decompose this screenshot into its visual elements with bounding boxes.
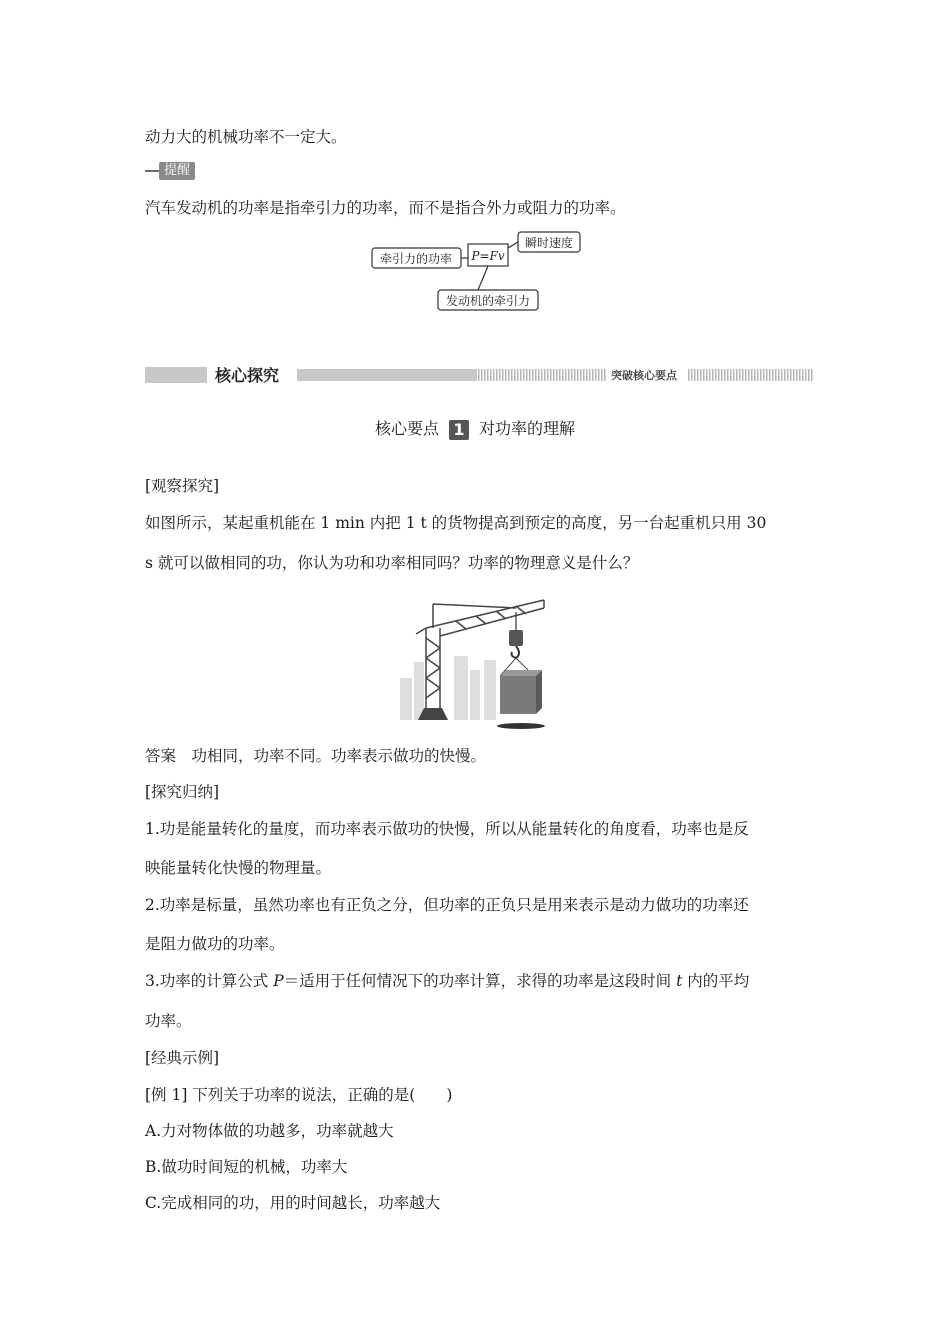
key-point-heading: 对功率的理解 [479,419,576,438]
summary-heading: [探究归纳] [145,783,220,801]
example-heading: [经典示例] [145,1049,220,1067]
section-title: 核心探究 [215,366,280,385]
observe-heading: [观察探究] [145,477,220,495]
summary-line-3: 2.功率是标量，虽然功率也有正负之分，但功率的正负只是用来表示是动力做功的功率还 [145,896,749,914]
option-a: A.力对物体做的功越多，功率就越大 [145,1122,394,1140]
answer-text: 答案 功相同，功率不同。功率表示做功的快慢。 [145,747,487,765]
reminder-label: 提醒 [159,162,195,180]
item3-start: 3.功率的计算公式 [145,972,274,990]
right-connector [508,242,518,248]
key-point-prefix: 核心要点 [374,419,439,438]
reminder-text: 汽车发动机的功率是指牵引力的功率，而不是指合外力或阻力的功率。 [145,199,626,217]
item3-end: 内的平均 [682,972,750,990]
option-c: C.完成相同的功，用的时间越长，功率越大 [145,1194,441,1212]
key-point-number: 1 [449,420,469,440]
section-subtitle: 突破核心要点 [611,369,677,382]
reminder-dash [145,170,159,172]
right-label: 瞬时速度 [524,236,574,250]
formula-text: P=Fv [471,249,505,263]
summary-line-1: 1.功是能量转化的量度，而功率表示做功的快慢，所以从能量转化的角度看，功率也是反 [145,820,749,838]
key-point-title [0,416,950,440]
reminder-tag [145,162,195,180]
bottom-connector [478,266,488,290]
section-header [145,364,813,386]
observe-line-2: s 就可以做相同的功，你认为功和功率相同吗？功率的物理意义是什么？ [145,554,639,572]
summary-line-4: 是阻力做功的功率。 [145,935,285,953]
formula-diagram [360,228,600,316]
summary-line-2: 映能量转化快慢的物理量。 [145,859,332,877]
item3-p: P [273,972,284,990]
summary-item-3 [145,970,749,992]
bottom-label: 发动机的牵引力 [445,294,531,308]
item3-t: t [676,972,683,990]
observe-line-1: 如图所示，某起重机能在 1 min 内把 1 t 的货物提高到预定的高度，另一台起重机只用 30 [145,514,767,532]
left-label: 牵引力的功率 [379,252,453,266]
option-b: B.做功时间短的机械，功率大 [145,1158,348,1176]
example-question: [例 1] 下列关于功率的说法，正确的是( ) [145,1086,453,1104]
item3-middle: ＝适用于任何情况下的功率计算，求得的功率是这段时间 [283,972,677,990]
crane-illustration [396,590,551,730]
intro-text: 动力大的机械功率不一定大。 [145,128,347,146]
summary-item-3-cont: 功率。 [145,1012,192,1030]
